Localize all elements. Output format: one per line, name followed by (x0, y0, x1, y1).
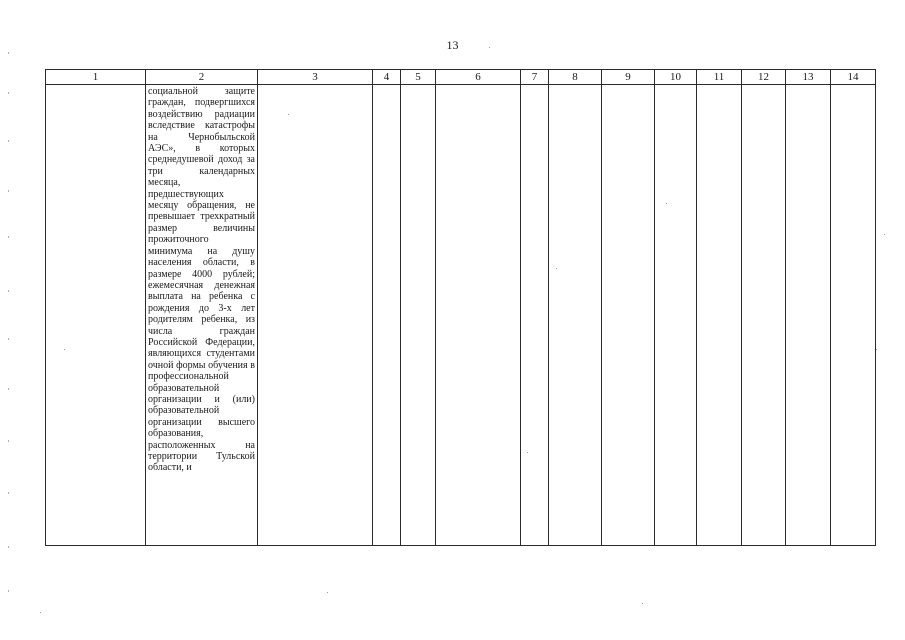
column-header: 11 (697, 70, 742, 85)
margin-mark (8, 338, 9, 340)
table-cell (373, 85, 401, 546)
margin-mark (8, 140, 9, 142)
margin-mark (8, 492, 9, 494)
table-cell (46, 85, 146, 546)
table-cell (697, 85, 742, 546)
margin-mark (8, 546, 9, 548)
column-header: 7 (521, 70, 549, 85)
margin-mark (8, 236, 9, 238)
scan-speck (556, 268, 557, 269)
column-header: 10 (655, 70, 697, 85)
table-cell (401, 85, 436, 546)
table-row (46, 85, 876, 546)
description-text: социальной защите граждан, подвергшихся воздействию радиации вследствие катастрофы на Чернобыльской АЭС», в которых среднедушевой доход за три календарных месяца, предшествующих месяцу обращения, не превышает трехкратный размер величины прожиточного минимума на душу населения области, в размере 4000 рублей; ежемесячная денежная выплата на ребенка с рождения до 3-х лет родителям ребенка, из числа граждан Российской Федерации, являющихся студентами очной формы обучения в профессиональной образовательной организации и (или) образовательной организации высшего образования, расположенных на территории Тульской области, и (148, 86, 255, 474)
table-cell (549, 85, 602, 546)
table-cell (602, 85, 655, 546)
scan-speck (527, 452, 528, 453)
column-header: 5 (401, 70, 436, 85)
scan-speck (666, 203, 667, 204)
margin-mark (8, 590, 9, 592)
scan-speck (288, 114, 289, 115)
margin-mark (8, 388, 9, 390)
table-cell (146, 85, 258, 546)
header-row (46, 70, 876, 85)
table-cell (521, 85, 549, 546)
scan-speck (489, 47, 490, 48)
scan-speck (884, 234, 885, 235)
margin-mark (8, 92, 9, 94)
column-header: 2 (146, 70, 258, 85)
column-header: 4 (373, 70, 401, 85)
column-header: 3 (258, 70, 373, 85)
column-header: 6 (436, 70, 521, 85)
scan-speck (642, 603, 643, 604)
table-cell (786, 85, 831, 546)
scan-speck (876, 349, 877, 350)
scan-speck (40, 612, 41, 613)
scan-speck (64, 349, 65, 350)
table-cell (258, 85, 373, 546)
data-table (45, 69, 876, 546)
column-header: 13 (786, 70, 831, 85)
column-header: 14 (831, 70, 876, 85)
scan-speck (327, 592, 328, 593)
column-header: 12 (742, 70, 786, 85)
table-cell (742, 85, 786, 546)
margin-mark (8, 440, 9, 442)
column-header: 1 (46, 70, 146, 85)
margin-mark (8, 52, 9, 54)
column-header: 8 (549, 70, 602, 85)
margin-mark (8, 190, 9, 192)
table-cell (655, 85, 697, 546)
margin-mark (8, 290, 9, 292)
page-number: 13 (446, 38, 459, 52)
table-cell (831, 85, 876, 546)
column-header: 9 (602, 70, 655, 85)
table-cell (436, 85, 521, 546)
